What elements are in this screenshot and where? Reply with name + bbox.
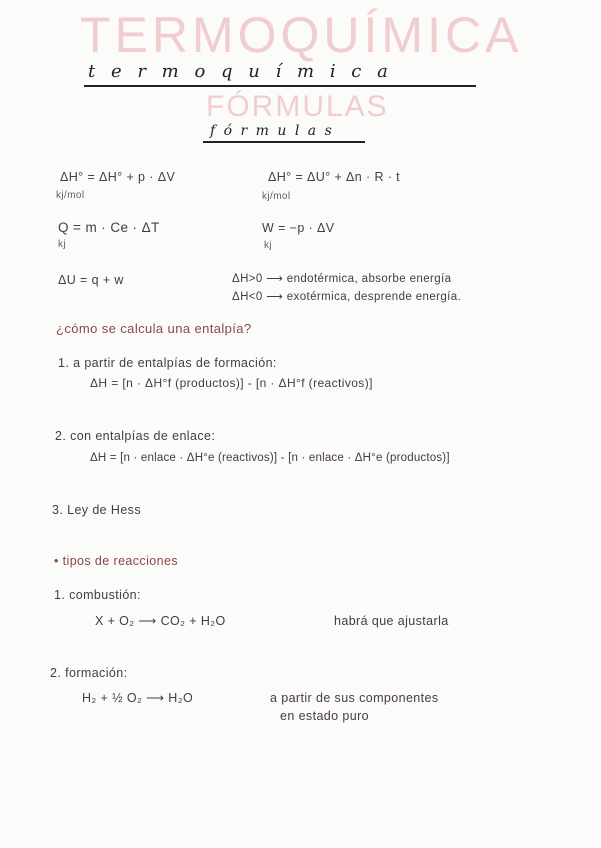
method-2: 2. con entalpías de enlace: — [55, 429, 216, 443]
title-big: TERMOQUÍMICA — [80, 7, 523, 63]
unit-label: kj — [58, 239, 67, 250]
reaction-combustion: 1. combustión: — [54, 588, 141, 602]
formula-internal-energy: ΔU = q + w — [58, 273, 124, 287]
title-script: t e r m o q u í m i c a — [88, 61, 393, 82]
method-1: 1. a partir de entalpías de formación: — [58, 356, 277, 370]
formation-note: a partir de sus componentes — [270, 691, 439, 705]
combustion-note: habrá que ajustarla — [334, 614, 449, 628]
formation-equation: H₂ + ½ O₂ ⟶ H₂O — [82, 691, 194, 705]
endothermic-rule: ΔH>0 ⟶ endotérmica, absorbe energía — [232, 273, 452, 285]
subtitle-big: FÓRMULAS — [206, 90, 389, 123]
question-heading: ¿cómo se calcula una entalpía? — [56, 321, 252, 336]
method-3: 3. Ley de Hess — [52, 503, 141, 517]
unit-label: kj — [264, 240, 273, 251]
formula-enthalpy-nrt: ΔH° = ΔU° + Δn · R · t — [268, 170, 401, 184]
method-1-formula: ΔH = [n · ΔH°f (productos)] - [n · ΔH°f (reactivos)] — [90, 376, 373, 390]
combustion-equation: X + O₂ ⟶ CO₂ + H₂O — [95, 614, 226, 628]
unit-label: kj/mol — [56, 190, 85, 201]
title-underline — [84, 85, 476, 87]
reactions-heading: • tipos de reacciones — [54, 554, 178, 568]
subtitle-script: f ó r m u l a s — [210, 123, 334, 139]
subtitle-underline — [203, 141, 365, 143]
formula-heat: Q = m · Ce · ΔT — [58, 220, 160, 235]
unit-label: kj/mol — [262, 191, 291, 202]
formation-note: en estado puro — [280, 709, 369, 723]
formula-work: W = −p · ΔV — [262, 221, 335, 235]
method-2-formula: ΔH = [n · enlace · ΔH°e (reactivos)] - [n · enlace · ΔH°e (productos)] — [90, 452, 450, 464]
exothermic-rule: ΔH<0 ⟶ exotérmica, desprende energía. — [232, 291, 462, 303]
reaction-formation: 2. formación: — [50, 666, 128, 680]
formula-enthalpy-pv: ΔH° = ΔH° + p · ΔV — [60, 170, 176, 184]
